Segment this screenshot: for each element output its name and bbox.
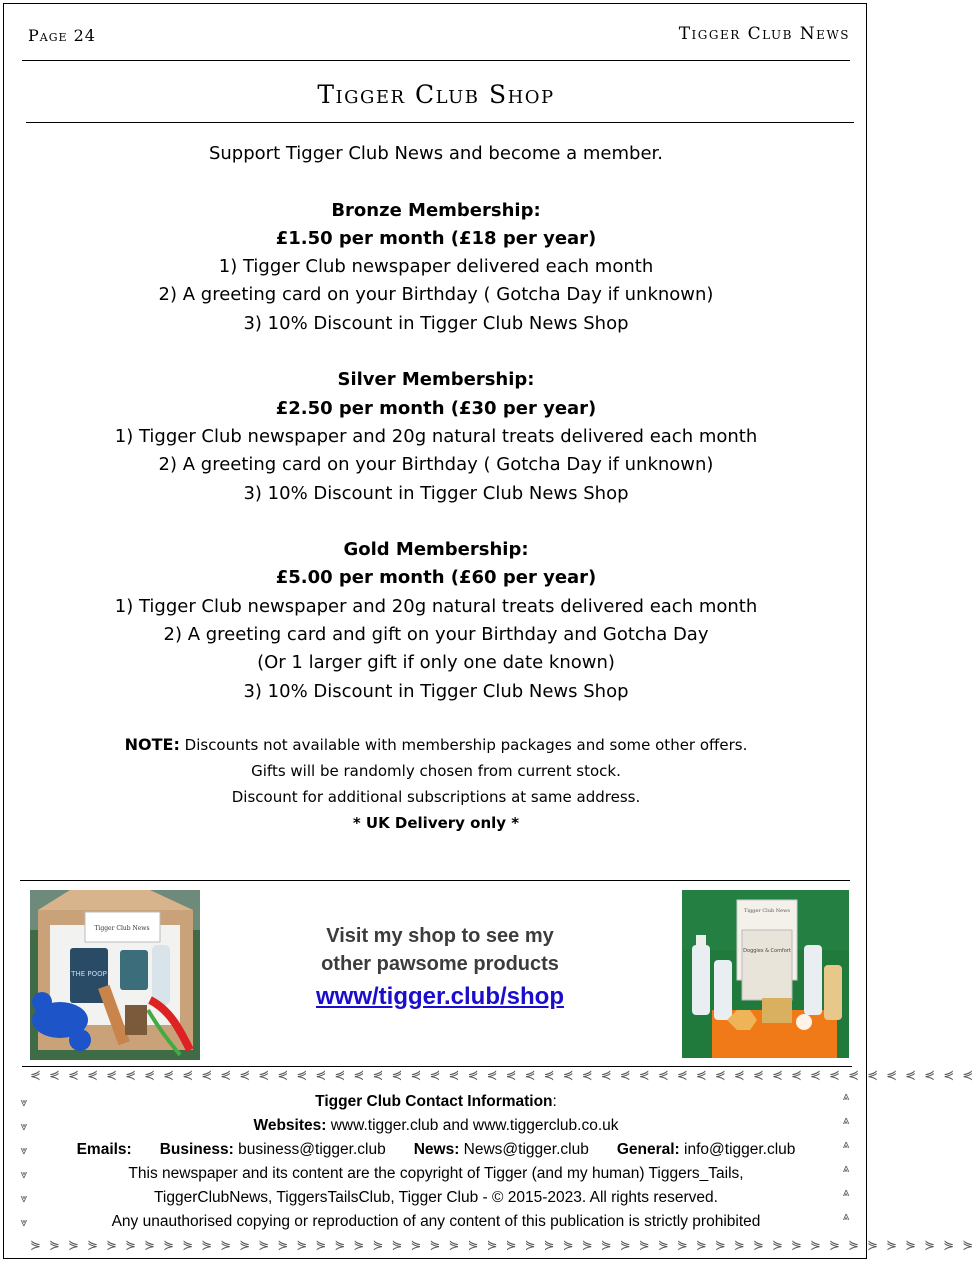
products-photo — [682, 890, 849, 1058]
silver-price: £2.50 per month (£30 per year) — [275, 397, 597, 419]
emails-label: Emails: — [76, 1141, 132, 1158]
contact-heading: Tigger Club Contact Information — [315, 1093, 553, 1110]
contact-heading-colon: : — [552, 1093, 557, 1110]
page-number: Page 24 — [28, 26, 96, 45]
shop-promo — [230, 922, 650, 1016]
silver-benefit: 2) A greeting card on your Birthday ( Gotcha Day if unknown) — [158, 454, 714, 476]
gold-benefit: (Or 1 larger gift if only one date known) — [257, 652, 615, 674]
card-text: Doggies & Comfort — [743, 948, 791, 954]
paw-tracks-top-icon: ⋞ ⋞ ⋞ ⋞ ⋞ ⋞ ⋞ ⋞ ⋞ ⋞ ⋞ ⋞ ⋞ ⋞ ⋞ ⋞ ⋞ ⋞ ⋞ ⋞ ⋞ ⋞ ⋞ ⋞ ⋞ ⋞ ⋞ ⋞ ⋞ ⋞ ⋞ ⋞ ⋞ ⋞ ⋞ ⋞ ⋞ ⋞ ⋞ ⋞ ⋞ ⋞ ⋞ ⋞ ⋞ ⋞ ⋞ ⋞ ⋞ ⋞ — [30, 1068, 975, 1083]
note-label: NOTE: — [124, 735, 180, 754]
news-label: News: — [413, 1141, 460, 1158]
gift-box-photo — [30, 890, 200, 1060]
footer-top-rule — [22, 1066, 852, 1067]
contact-section — [40, 1090, 832, 1234]
bronze-benefit: 2) A greeting card on your Birthday ( Gotcha Day if unknown) — [158, 284, 714, 306]
gold-price: £5.00 per month (£60 per year) — [275, 567, 597, 589]
promo-line: Visit my shop to see my — [326, 925, 554, 947]
membership-section — [0, 140, 872, 706]
gold-benefit: 2) A greeting card and gift on your Birthday and Gotcha Day — [163, 624, 709, 646]
promo-line: other pawsome products — [321, 953, 559, 975]
paw-tracks-left-icon: ⩔ ⩔ ⩔ ⩔ ⩔ ⩔ — [20, 1095, 28, 1229]
title-rule — [26, 122, 854, 123]
copyright-line: TiggerClubNews, TiggersTailsClub, Tigger Club - © 2015-2023. All rights reserved. — [154, 1189, 718, 1206]
card-title: Tigger Club News — [744, 908, 790, 914]
copyright-line: This newspaper and its content are the copyright of Tigger (and my human) Tiggers_Tails, — [128, 1165, 744, 1182]
bronze-price: £1.50 per month (£18 per year) — [275, 227, 597, 249]
note-line: Discounts not available with membership packages and some other offers. — [184, 736, 748, 754]
silver-title: Silver Membership: — [337, 369, 535, 391]
gold-benefit: 1) Tigger Club newspaper and 20g natural treats delivered each month — [114, 595, 758, 617]
note-line: Gifts will be randomly chosen from current stock. — [251, 762, 621, 780]
bronze-title: Bronze Membership: — [331, 199, 541, 221]
uk-delivery-note: * UK Delivery only * — [352, 814, 520, 832]
general-email[interactable]: info@tigger.club — [684, 1141, 796, 1158]
gold-title: Gold Membership: — [343, 539, 529, 561]
silver-benefit: 1) Tigger Club newspaper and 20g natural treats delivered each month — [114, 425, 758, 447]
intro-text: Support Tigger Club News and become a member. — [208, 143, 664, 164]
promo-top-rule — [20, 880, 850, 881]
box-item-label: THE POOP — [71, 970, 107, 978]
shop-link[interactable]: www/tigger.club/shop — [315, 983, 564, 1010]
bronze-benefit: 3) 10% Discount in Tigger Club News Shop — [243, 312, 629, 334]
news-email[interactable]: News@tigger.club — [463, 1141, 589, 1158]
paw-tracks-bottom-icon: ⋟ ⋟ ⋟ ⋟ ⋟ ⋟ ⋟ ⋟ ⋟ ⋟ ⋟ ⋟ ⋟ ⋟ ⋟ ⋟ ⋟ ⋟ ⋟ ⋟ ⋟ ⋟ ⋟ ⋟ ⋟ ⋟ ⋟ ⋟ ⋟ ⋟ ⋟ ⋟ ⋟ ⋟ ⋟ ⋟ ⋟ ⋟ ⋟ ⋟ ⋟ ⋟ ⋟ ⋟ ⋟ ⋟ ⋟ ⋟ ⋟ ⋟ — [30, 1238, 975, 1253]
note-line: Discount for additional subscriptions at same address. — [231, 788, 641, 806]
header-rule — [22, 60, 850, 61]
general-label: General: — [616, 1141, 680, 1158]
bronze-benefit: 1) Tigger Club newspaper delivered each month — [218, 256, 654, 278]
business-email[interactable]: business@tigger.club — [238, 1141, 386, 1158]
silver-benefit: 3) 10% Discount in Tigger Club News Shop — [243, 482, 629, 504]
page-title: Tigger Club Shop — [317, 80, 555, 109]
publication-name: Tigger Club News — [678, 24, 850, 44]
copyright-line: Any unauthorised copying or reproduction of any content of this publication is strictly prohibited — [111, 1213, 761, 1230]
business-label: Business: — [159, 1141, 234, 1158]
box-label: Tigger Club News — [94, 925, 150, 932]
websites-value[interactable]: www.tigger.club and www.tiggerclub.co.uk — [330, 1117, 619, 1134]
gold-benefit: 3) 10% Discount in Tigger Club News Shop — [243, 680, 629, 702]
email-row — [40, 1138, 832, 1162]
websites-label: Websites: — [253, 1117, 327, 1134]
paw-tracks-right-icon: ⩓ ⩓ ⩓ ⩓ ⩓ ⩓ — [842, 1089, 850, 1223]
notes-section — [0, 732, 872, 836]
